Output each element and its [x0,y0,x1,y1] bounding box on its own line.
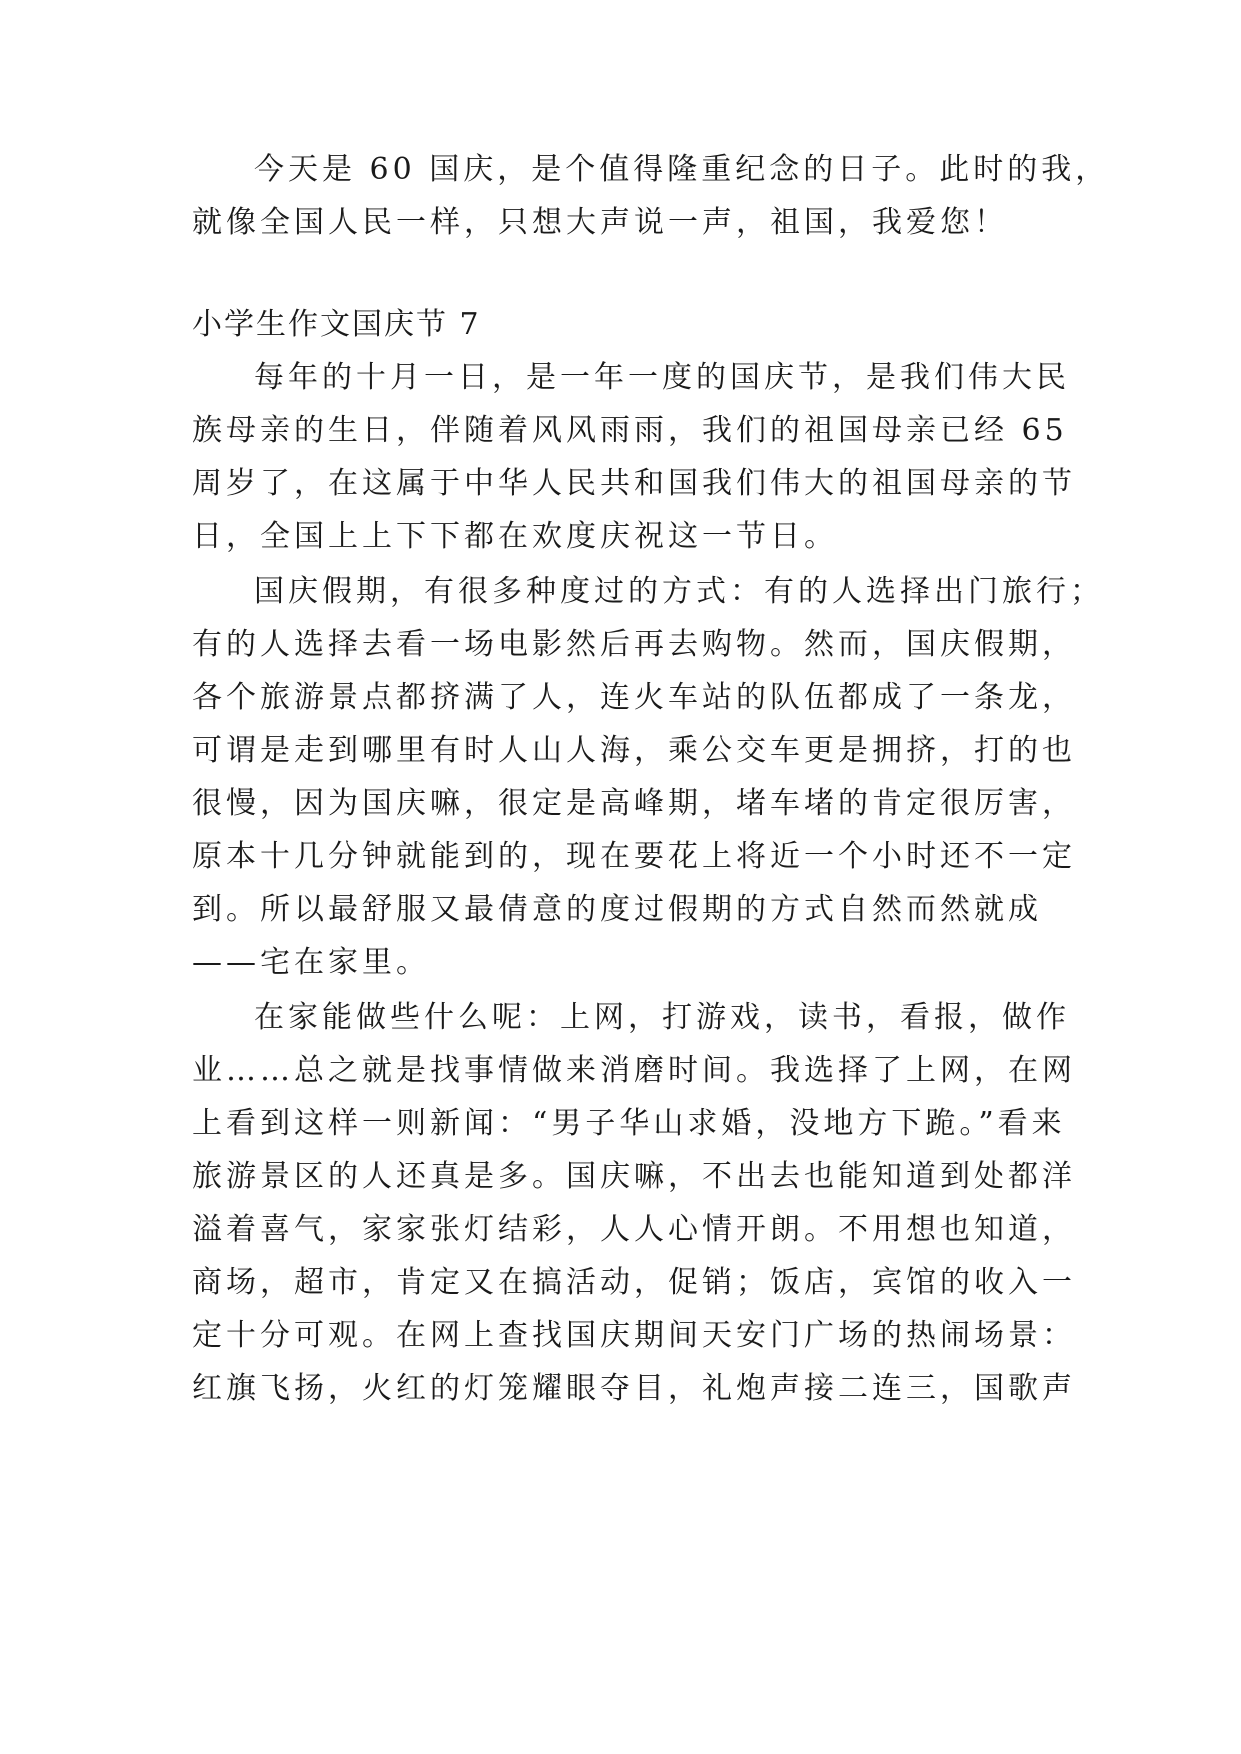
paragraph-2-line-3: 周岁了，在这属于中华人民共和国我们伟大的祖国母亲的节 [192,466,1076,501]
paragraph-4-line-4: 旅游景区的人还真是多。国庆嘛，不出去也能知道到处都洋 [192,1159,1076,1194]
paragraph-4-line-7: 定十分可观。在网上查找国庆期间天安门广场的热闹场景： [192,1318,1076,1353]
paragraph-3-line-4: 可谓是走到哪里有时人山人海，乘公交车更是拥挤，打的也 [192,733,1076,768]
paragraph-4-line-5: 溢着喜气，家家张灯结彩，人人心情开朗。不用想也知道， [192,1212,1076,1247]
section-title: 小学生作文国庆节 7 [192,307,481,342]
paragraph-4-line-3: 上看到这样一则新闻：“男子华山求婚，没地方下跪。”看来 [192,1106,1066,1141]
paragraph-3-line-5: 很慢，因为国庆嘛，很定是高峰期，堵车堵的肯定很厉害， [192,786,1076,821]
paragraph-3-line-2: 有的人选择去看一场电影然后再去购物。然而，国庆假期， [192,627,1076,662]
paragraph-4-line-8: 红旗飞扬，火红的灯笼耀眼夺目，礼炮声接二连三，国歌声 [192,1371,1076,1406]
paragraph-1-line-1: 今天是 60 国庆，是个值得隆重纪念的日子。此时的我， [254,152,1110,187]
paragraph-3-line-1: 国庆假期，有很多种度过的方式：有的人选择出门旅行； [254,574,1104,609]
paragraph-4-line-1: 在家能做些什么呢：上网，打游戏，读书，看报，做作 [254,1000,1070,1035]
paragraph-3-line-3: 各个旅游景点都挤满了人，连火车站的队伍都成了一条龙， [192,680,1076,715]
paragraph-3-line-8: ——宅在家里。 [192,945,430,980]
paragraph-1-line-2: 就像全国人民一样，只想大声说一声，祖国，我爱您！ [192,205,1008,240]
paragraph-3-line-6: 原本十几分钟就能到的，现在要花上将近一个小时还不一定 [192,839,1076,874]
paragraph-3-line-7: 到。所以最舒服又最倩意的度过假期的方式自然而然就成 [192,892,1042,927]
paragraph-4-line-6: 商场，超市，肯定又在搞活动，促销；饭店，宾馆的收入一 [192,1265,1076,1300]
paragraph-2-line-4: 日，全国上上下下都在欢度庆祝这一节日。 [192,519,838,554]
paragraph-4-line-2: 业……总之就是找事情做来消磨时间。我选择了上网，在网 [192,1053,1076,1088]
paragraph-2-line-1: 每年的十月一日，是一年一度的国庆节，是我们伟大民 [254,360,1070,395]
paragraph-2-line-2: 族母亲的生日，伴随着风风雨雨，我们的祖国母亲已经 65 [192,413,1068,448]
